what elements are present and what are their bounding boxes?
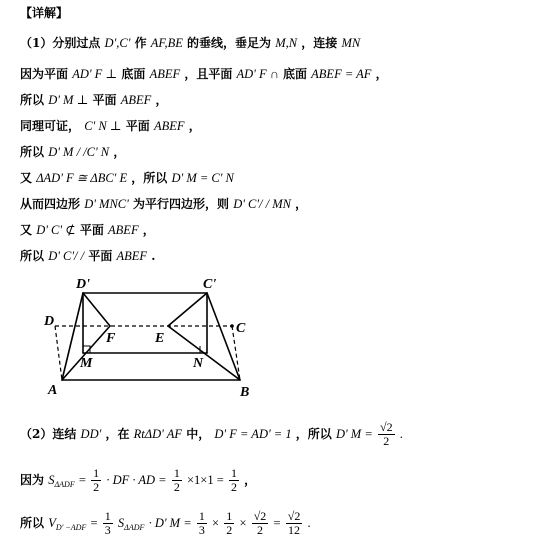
text: ， — [155, 93, 168, 107]
math: · D' M = — [148, 516, 192, 530]
text: 平面 — [79, 223, 104, 237]
math: D' M / /C' N — [48, 145, 110, 159]
math: AF,BE — [150, 36, 183, 50]
math: DD' — [80, 427, 102, 441]
label-cp: C' — [203, 277, 217, 292]
edge-dpf — [83, 293, 110, 326]
text: （2）连结 — [20, 427, 77, 441]
math: × — [239, 516, 247, 530]
text: ，所以 — [131, 171, 168, 185]
text: 又 — [20, 223, 33, 237]
math: ABEF — [149, 67, 181, 81]
proof-line-5 — [20, 144, 125, 160]
edge-da-dashed — [55, 326, 62, 380]
denominator: 2 — [173, 480, 180, 494]
geometry-figure — [0, 270, 290, 410]
text: 中， — [186, 427, 211, 441]
math: = — [90, 516, 98, 530]
text: ， — [375, 67, 388, 81]
point-c — [230, 324, 234, 328]
math: ABEF = AF — [311, 67, 372, 81]
text: ， — [295, 197, 308, 211]
numerator: √2 — [287, 509, 301, 523]
label-m: M — [80, 356, 93, 371]
numerator: 1 — [198, 509, 205, 523]
volume-line — [20, 508, 311, 543]
math: RtΔD' AF — [133, 427, 182, 441]
math: S — [117, 516, 125, 530]
label-dp: D' — [76, 277, 90, 292]
math: · DF · AD = — [106, 473, 167, 487]
math: D' F = AD' = 1 — [214, 427, 292, 441]
math: = — [78, 473, 86, 487]
math: S — [48, 473, 55, 487]
label-b: B — [240, 385, 250, 400]
text: 作 — [134, 36, 147, 50]
math: ×1×1 = — [187, 473, 224, 487]
math: C' N ⊥ — [84, 119, 122, 133]
text: 平面 — [92, 93, 117, 107]
text: 的垂线，垂足为 — [187, 36, 272, 50]
area-line — [20, 466, 256, 499]
math: D' C' ⊄ — [36, 223, 76, 237]
numerator: √2 — [253, 509, 267, 523]
label-c: C — [236, 321, 246, 336]
denominator: 2 — [383, 434, 390, 448]
label-f: F — [106, 331, 116, 346]
fraction — [197, 510, 207, 537]
math: MN — [341, 36, 361, 50]
text: ， — [244, 473, 257, 487]
math: D' M = C' N — [171, 171, 234, 185]
text: 底面 — [282, 67, 307, 81]
math: ABEF — [116, 249, 148, 263]
proof-line-9 — [20, 248, 155, 264]
math: ABEF — [153, 119, 185, 133]
header-text: 【详解】 — [20, 6, 69, 20]
math: ΔAD' F ≅ ΔBC' E — [36, 171, 128, 185]
math: D' C'/ / MN — [233, 197, 291, 211]
math: . — [307, 516, 311, 530]
denominator: 3 — [104, 523, 111, 537]
fraction — [229, 467, 239, 494]
proof-line-8 — [20, 222, 155, 238]
step-1-intro — [20, 35, 360, 51]
math: D',C' — [104, 36, 131, 50]
math: = — [273, 516, 281, 530]
math: D' M = — [335, 427, 373, 441]
subscript: ΔADF — [54, 480, 75, 489]
fraction — [224, 510, 234, 537]
text: 平面 — [88, 249, 113, 263]
fraction — [378, 421, 395, 448]
denominator: 2 — [93, 480, 100, 494]
math: . — [399, 427, 403, 441]
text: 底面 — [121, 67, 146, 81]
math: × — [212, 516, 220, 530]
numerator: 1 — [93, 466, 100, 480]
proof-line-4 — [20, 118, 201, 134]
text: 所以 — [20, 516, 45, 530]
denominator: 12 — [288, 523, 301, 537]
fraction — [286, 510, 303, 537]
edge-cpe — [168, 293, 207, 326]
text: 同理可证， — [20, 119, 81, 133]
text: 从而四边形 — [20, 197, 81, 211]
math: D' MNC' — [84, 197, 129, 211]
fraction — [172, 467, 182, 494]
step-2-line — [20, 420, 403, 448]
numerator: 1 — [104, 509, 111, 523]
denominator: 2 — [226, 523, 233, 537]
denominator: 2 — [257, 523, 264, 537]
math: AD' F ∩ — [236, 67, 279, 81]
math: M,N — [275, 36, 298, 50]
text: ， — [142, 223, 155, 237]
proof-line-3 — [20, 92, 167, 108]
denominator: 2 — [230, 480, 237, 494]
text: 所以 — [20, 249, 45, 263]
text: 所以 — [20, 145, 45, 159]
label-e: E — [155, 331, 165, 346]
denominator: 3 — [198, 523, 205, 537]
math: V — [48, 516, 56, 530]
text: ，在 — [105, 427, 130, 441]
text: 平面 — [125, 119, 150, 133]
text: 又 — [20, 171, 33, 185]
label-d: D — [44, 314, 55, 329]
fraction — [91, 467, 101, 494]
math: AD' F ⊥ — [72, 67, 118, 81]
proof-line-2 — [20, 66, 388, 82]
numerator: 1 — [230, 466, 237, 480]
text: . — [151, 249, 156, 263]
text: ， — [188, 119, 201, 133]
label-n: N — [193, 356, 204, 371]
text: ，连接 — [301, 36, 338, 50]
text: （1）分别过点 — [20, 36, 101, 50]
text: 因为 — [20, 473, 45, 487]
subscript: D' −ADF — [55, 523, 87, 532]
numerator: 1 — [173, 466, 180, 480]
math: D' C'/ / — [48, 249, 85, 263]
text: ，所以 — [295, 427, 332, 441]
label-a: A — [48, 383, 58, 398]
proof-line-6 — [20, 170, 234, 186]
fraction — [103, 510, 113, 537]
math: D' M ⊥ — [48, 93, 89, 107]
math: ABEF — [120, 93, 152, 107]
numerator: 1 — [226, 509, 233, 523]
subscript: ΔADF — [124, 523, 145, 532]
text: 所以 — [20, 93, 45, 107]
text: ， — [113, 145, 126, 159]
fraction — [252, 510, 269, 537]
text: 因为平面 — [20, 67, 69, 81]
proof-line-7 — [20, 196, 307, 212]
section-header — [20, 5, 68, 21]
numerator: √2 — [379, 420, 393, 434]
math: ABEF — [108, 223, 139, 237]
text: 为平行四边形，则 — [132, 197, 229, 211]
text: ，且平面 — [184, 67, 233, 81]
